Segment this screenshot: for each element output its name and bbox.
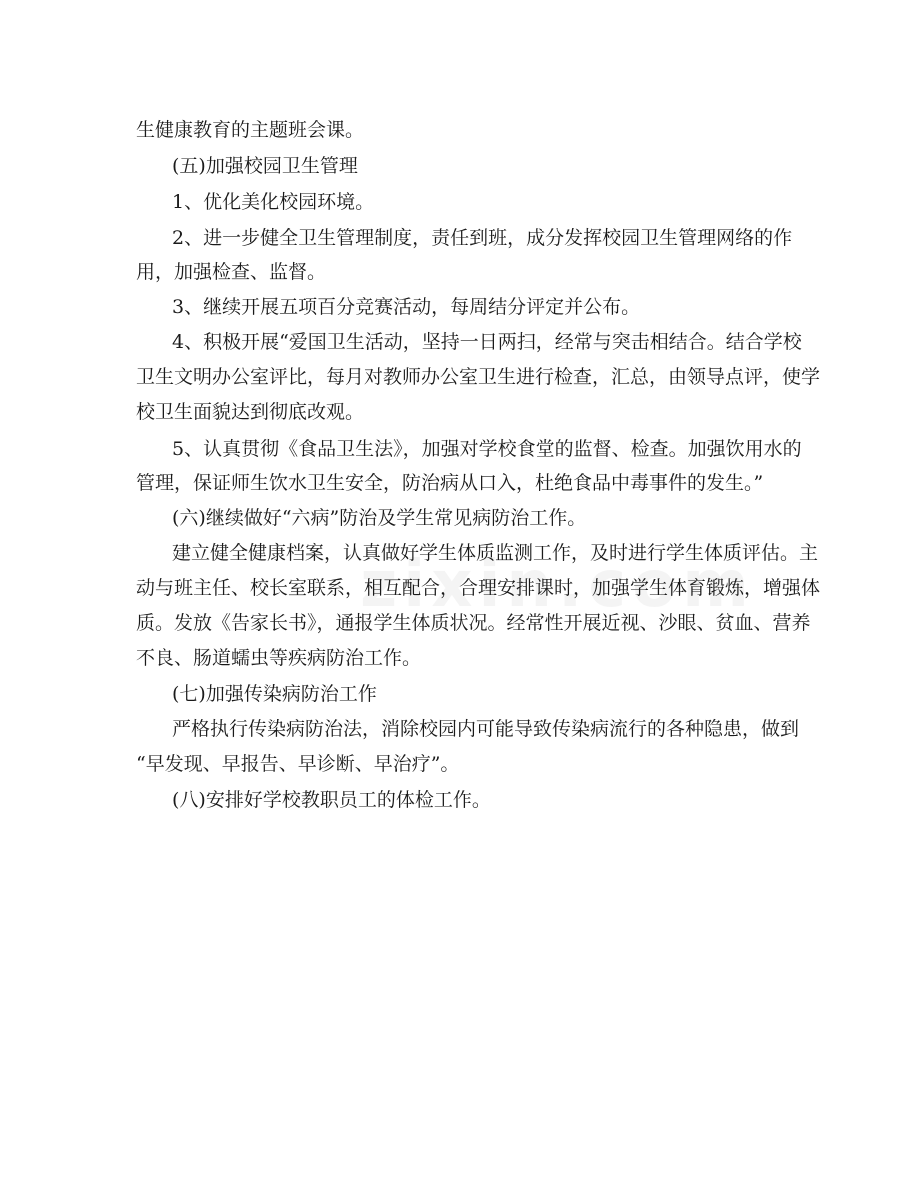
section-heading: (六)继续做好“六病”防治及学生常见病防治工作。: [172, 507, 587, 529]
text-line: 生健康教育的主题班会课。: [136, 119, 365, 141]
text-line: 管理，保证师生饮水卫生安全，防治病从口入，杜绝食品中毒事件的发生。”: [136, 472, 764, 494]
text-line: 不良、肠道蠕虫等疾病防治工作。: [136, 647, 422, 669]
text-line: 3、继续开展五项百分竞赛活动，每周结分评定并公布。: [172, 296, 641, 318]
text-line: 5、认真贯彻《食品卫生法》，加强对学校食堂的监督、检查。加强饮用水的: [172, 438, 802, 460]
section-heading: (七)加强传染病防治工作: [172, 683, 377, 705]
section-heading: (五)加强校园卫生管理: [172, 155, 358, 177]
text-line: 4、积极开展“爱国卫生活动，坚持一日两扫，经常与突击相结合。结合学校: [172, 331, 802, 353]
text-line: 质。发放《告家长书》，通报学生体质状况。经常性开展近视、沙眼、贫血、营养: [136, 612, 811, 634]
text-line: 动与班主任、校长室联系，相互配合，合理安排课时，加强学生体育锻炼，增强体: [136, 577, 821, 599]
text-line: “早发现、早报告、早诊断、早治疗”。: [136, 753, 460, 775]
text-line: 1、优化美化校园环境。: [172, 191, 375, 213]
section-heading: (八)安排好学校教职员工的体检工作。: [172, 789, 491, 811]
text-line: 卫生文明办公室评比，每月对教师办公室卫生进行检查，汇总，由领导点评，使学: [136, 366, 821, 388]
text-line: 2、进一步健全卫生管理制度，责任到班，成分发挥校园卫生管理网络的作: [172, 227, 793, 249]
text-line: 校卫生面貌达到彻底改观。: [136, 401, 365, 423]
text-line: 严格执行传染病防治法，消除校园内可能导致传染病流行的各种隐患，做到: [172, 718, 800, 740]
text-line: 建立健全健康档案，认真做好学生体质监测工作，及时进行学生体质评估。主: [172, 542, 819, 564]
text-line: 用，加强检查、监督。: [136, 261, 327, 283]
